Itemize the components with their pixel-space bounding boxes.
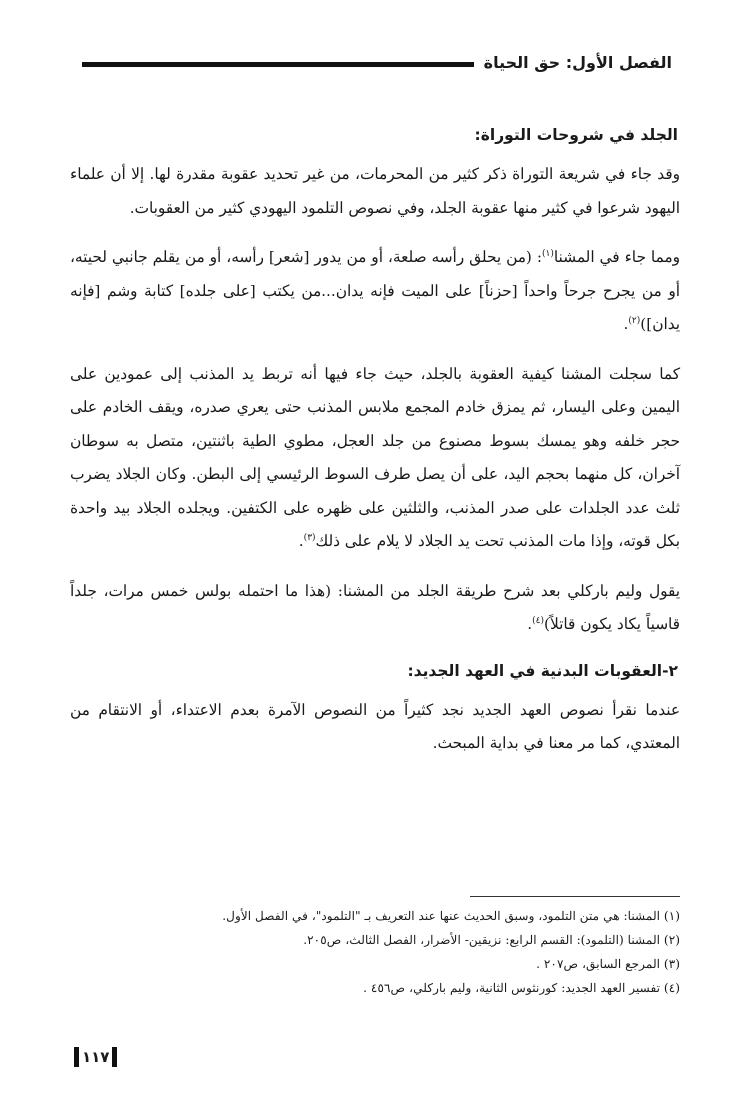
footnote-ref[interactable]: (٢) bbox=[628, 315, 641, 326]
footnote-separator bbox=[470, 896, 680, 897]
chapter-title: الفصل الأول: حق الحياة bbox=[474, 52, 672, 74]
footnotes bbox=[65, 904, 680, 1000]
footnote-ref[interactable]: (٤) bbox=[532, 615, 544, 626]
page-number bbox=[74, 1047, 117, 1067]
section-heading: ٢-العقوبات البدنية في العهد الجديد: bbox=[407, 661, 678, 680]
paragraph: عندما نقرأ نصوص العهد الجديد نجد كثيراً من النصوص الآمرة بعدم الاعتداء، أو الانتقام من المعتدي، كما مر معنا في بداية المبحث. bbox=[70, 700, 680, 752]
footnote: (١) المشنا: هي متن التلمود، وسبق الحديث عنها عند التعريف بـ "التلمود"، في الفصل الأول. bbox=[222, 909, 680, 923]
page-number-bar bbox=[112, 1047, 117, 1067]
page-number-text: ١١٧ bbox=[82, 1048, 110, 1066]
paragraph: وقد جاء في شريعة التوراة ذكر كثير من المحرمات، من غير تحديد عقوبة مقدرة لها. إلا أن علماء اليهود شرعوا في كثير منها عقوبة الجلد، وفي نصوص التلمود اليهودي كثير من العقوبات. bbox=[70, 165, 680, 217]
footnote-ref[interactable]: (٣) bbox=[303, 532, 316, 543]
paragraph: ومما جاء في المشنا$^{(١)}$: (من يحلق رأسه صلعة، أو من يدور [شعر] رأسه، أو من يقلم جانبي لحيته، أو من يجرح جرحاً واحداً [حزناً] على الميت فإنه يدان...من يكتب [على جلده] كتابة وشم [فإنه يدان])$^{(٢)}$. bbox=[70, 248, 680, 333]
footnote: (٣) المرجع السابق، ص٢٠٧ . bbox=[536, 957, 680, 971]
running-header bbox=[82, 52, 672, 80]
main-text bbox=[70, 122, 680, 777]
page-number-bar bbox=[74, 1047, 79, 1067]
section-heading: الجلد في شروحات التوراة: bbox=[474, 126, 678, 144]
footnote-ref[interactable]: (١) bbox=[542, 248, 554, 259]
footnote: (٢) المشنا (التلمود): القسم الرابع: نزيقين- الأضرار، الفصل الثالث، ص٢٠٥. bbox=[303, 933, 680, 947]
paragraph: كما سجلت المشنا كيفية العقوبة بالجلد، حيث جاء فيها أنه تربط يد المذنب إلى عمودين على اليمين وعلى اليسار، ثم يمزق خادم المجمع ملابس المذنب حتى يعري صدره، ويقف الخادم على حجر خلفه وهو يمسك بسوط مصنوع من جلد العجل، مطوي الطية باثنتين، متصل به سوطان آخران، كل منهما بحجم اليد، على أن يصل طرف السوط الرئيسي إلى البطن. وكان الجلاد يضرب ثلث عدد الجلدات على صدر المذنب، والثلثين على ظهره على الكتفين. ويجلده الجلاد بيد واحدة بكل قوته، وإذا مات المذنب تحت يد الجلاد لا يلام على ذلك$^{(٣)}$. bbox=[70, 364, 680, 550]
footnote: (٤) تفسير العهد الجديد: كورنثوس الثانية، وليم باركلي، ص٤٥٦ . bbox=[363, 981, 680, 995]
paragraph: يقول وليم باركلي بعد شرح طريقة الجلد من المشنا: (هذا ما احتمله بولس خمس مرات، جلداً قاسياً يكاد يكون قاتلاً)$^{(٤)}$. bbox=[70, 581, 680, 633]
header-rule bbox=[82, 62, 476, 67]
